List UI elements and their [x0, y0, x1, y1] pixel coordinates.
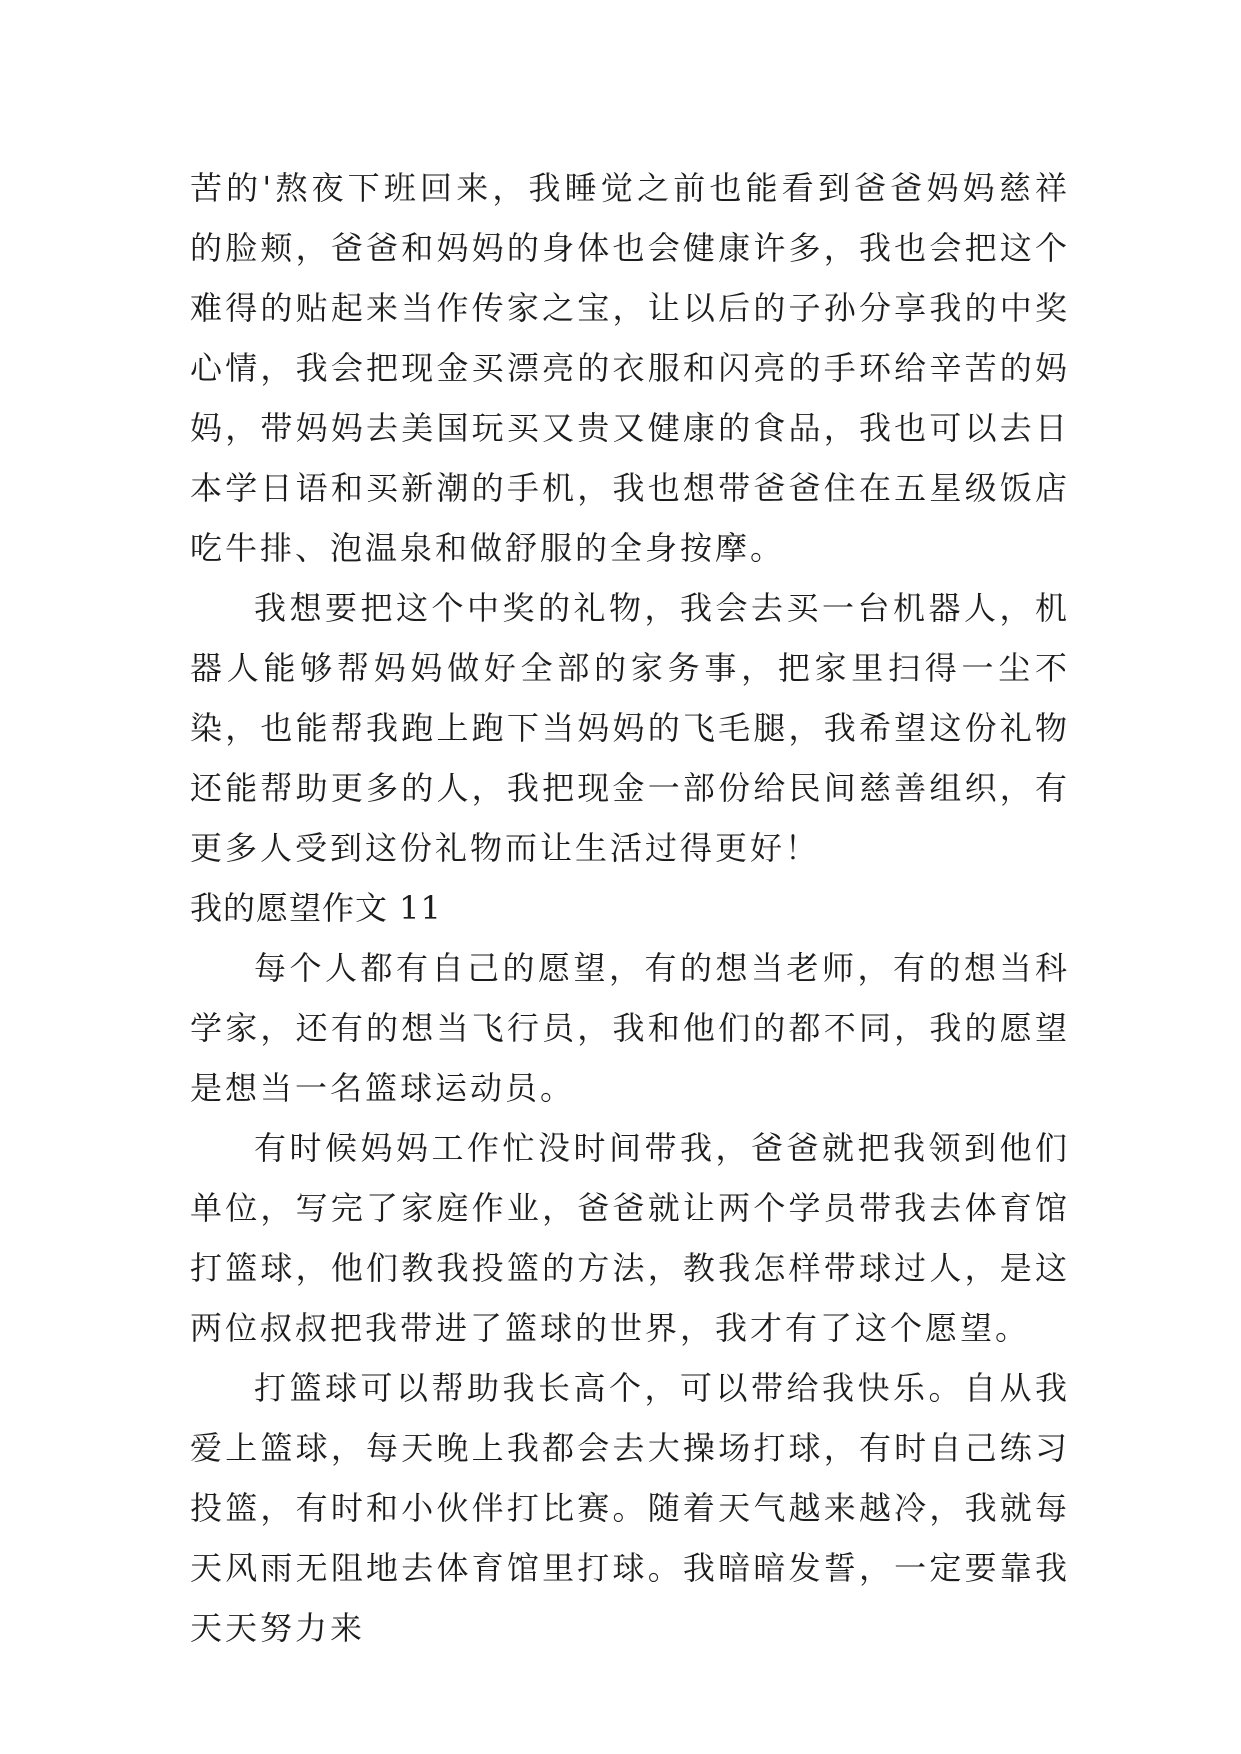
paragraph-basketball-practice: 打篮球可以帮助我长高个，可以带给我快乐。自从我爱上篮球，每天晚上我都会去大操场打球，有时自己练习投篮，有时和小伙伴打比赛。随着天气越来越冷，我就每天风雨无阻地去体育馆里打球。我暗暗发誓，一定要靠我天天努力来	[190, 1369, 1070, 1647]
paragraph-robot-gift: 我想要把这个中奖的礼物，我会去买一台机器人，机器人能够帮妈妈做好全部的家务事，把家里扫得一尘不染，也能帮我跑上跑下当妈妈的飞毛腿，我希望这份礼物还能帮助更多的人，我把现金一部份给民间慈善组织，有更多人受到这份礼物而让生活过得更好！	[190, 589, 1070, 867]
paragraph-continued: 苦的'熬夜下班回来，我睡觉之前也能看到爸爸妈妈慈祥的脸颊，爸爸和妈妈的身体也会健康许多，我也会把这个难得的贴起来当作传家之宝，让以后的子孙分享我的中奖心情，我会把现金买漂亮的衣服和闪亮的手环给辛苦的妈妈，带妈妈去美国玩买又贵又健康的食品，我也可以去日本学日语和买新潮的手机，我也想带爸爸住在五星级饭店吃牛排、泡温泉和做舒服的全身按摩。	[190, 169, 1070, 567]
paragraph-wishes: 每个人都有自己的愿望，有的想当老师，有的想当科学家，还有的想当飞行员，我和他们的都不同，我的愿望是想当一名篮球运动员。	[190, 949, 1070, 1107]
document-body	[190, 158, 1070, 1658]
section-title: 我的愿望作文 11	[190, 889, 442, 927]
paragraph-basketball-origin: 有时候妈妈工作忙没时间带我，爸爸就把我领到他们单位，写完了家庭作业，爸爸就让两个学员带我去体育馆打篮球，他们教我投篮的方法，教我怎样带球过人，是这两位叔叔把我带进了篮球的世界，我才有了这个愿望。	[190, 1129, 1070, 1347]
